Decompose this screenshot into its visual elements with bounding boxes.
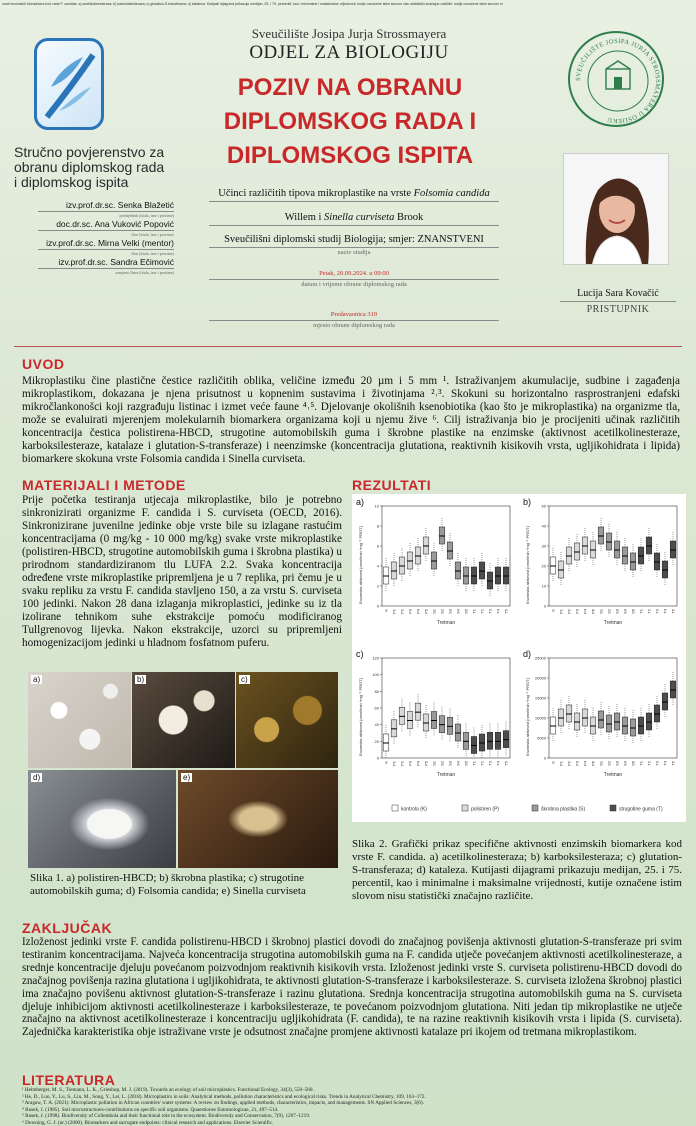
x-tick-label: S2 <box>439 761 445 766</box>
y-tick-label: 5000 <box>537 735 546 741</box>
commission-member: izv.prof.dr.sc. Sandra Ečimović zamjena člana (titula, ime i prezime) <box>14 257 174 276</box>
x-tick-label: T3 <box>487 761 493 766</box>
x-tick-label: P4 <box>415 609 421 614</box>
x-tick-label: T4 <box>662 609 668 614</box>
commission-member: doc.dr.sc. Ana Vuković Popović član (titula, ime i prezime) <box>14 219 174 238</box>
student-role: PRISTUPNIK <box>586 304 650 315</box>
reference-item: ⁵ Rusek, J. (1998). Biodiversity of Collembola and their functional role in the ecosystem. Biodiversity and Conservation, 7(9), 1207–1219. <box>22 1113 311 1119</box>
reference-item: ³ Aragaw, T. A. (2021). Microplastic pollution in African countries' water systems: A review on findings, applied methods, characteristics, impacts, and managements. SN Applied Sciences, 3(6). <box>22 1100 424 1106</box>
x-tick-label: T3 <box>654 761 660 766</box>
section-heading-conclusion: ZAKLJUČAK <box>22 920 113 936</box>
x-tick-label: T5 <box>503 609 509 614</box>
x-axis-label: Tretman <box>603 620 623 626</box>
y-tick-label: 30 <box>541 543 546 549</box>
x-tick-label: P1 <box>558 761 564 766</box>
biology-logo-icon <box>41 47 99 123</box>
x-tick-label: S2 <box>606 761 612 766</box>
y-tick-label: 25000 <box>534 655 546 661</box>
page-title: POZIV NA OBRANU DIPLOMSKOG RADA I DIPLOMSKOG ISPITA <box>223 74 477 169</box>
photo-starch-plastic: b) <box>132 672 235 768</box>
y-tick-label: 15000 <box>534 695 546 701</box>
x-tick-label: T2 <box>479 609 485 614</box>
x-axis-label: Tretman <box>436 620 456 626</box>
x-tick-label: T3 <box>487 609 493 614</box>
methods-text: Prije početka testiranja utjecaja mikroplastike, bilo je potrebno sinkronizirati organizme F. candida i S. curviseta (OECD, 2016). Sinkronizirane juvenilne jedinke obje vrste bile su izlagane rastućim koncentracijama (0 mg/kg - 10 000 mg/kg) svake vrste mikroplastike (polistiren-HBCD, strugotine automobilskih guma i škrobna plastika) u prirodnom standardiziranom tlu LUFA 2.2. Svaka koncentracija određene vrste mikroplastike pripremljena je u 7 replika, pri čemu je u svaku repliku za vrstu F. candida stavljeno 150, a za vrstu S. curviseta 100 jedinki. Nakon 28 dana izlaganja mikroplastici, jedinke su iz tla izolirane tehnikom suhe ekstrakcije pomoću modificiranog Tullgrenovog lijevka. Nakon ekstrakcije, uzorci su pripremljeni homogenizacijom jedinki u hladnom fosfatnom puferu. <box>22 494 342 649</box>
x-tick-label: P1 <box>558 609 564 614</box>
legend-label: polistiren (P) <box>471 806 500 813</box>
y-tick-label: 4 <box>376 563 379 569</box>
box <box>463 732 469 749</box>
reference-item: ⁴ Rusek, J. (1985). Soil microstructures-contributions on specific soil organisms. Quaestiones Entomologicae, 21, 497–514. <box>22 1106 279 1113</box>
seal-icon <box>570 33 666 129</box>
x-tick-label: T4 <box>495 761 501 766</box>
x-tick-label: P5 <box>590 609 596 614</box>
x-tick-label: P2 <box>566 609 572 614</box>
x-tick-label: T5 <box>503 761 509 766</box>
box <box>487 732 493 749</box>
x-tick-label: P5 <box>423 609 429 614</box>
photo-tire-shavings: c) <box>236 672 338 768</box>
portrait-image <box>564 154 669 265</box>
x-tick-label: P5 <box>590 761 596 766</box>
x-tick-label: S1 <box>431 761 437 766</box>
student-name: Lucija Sara Kovačić <box>577 288 659 299</box>
photo-sinella-curviseta: e) <box>178 770 338 868</box>
svg-text:SVEUČILIŠTE JOSIPA JURJA STROS: SVEUČILIŠTE JOSIPA JURJA STROSSMAYERA U OSIJEKU <box>574 37 662 125</box>
box <box>495 732 501 749</box>
panel-label: c) <box>356 649 364 659</box>
box <box>391 720 397 737</box>
x-tick-label: P5 <box>423 761 429 766</box>
x-tick-label: S5 <box>630 609 636 614</box>
legend-label: kontrola (K) <box>401 806 427 813</box>
y-tick-label: 8 <box>376 523 379 529</box>
department-logo <box>34 38 104 130</box>
department-name: ODJEL ZA BIOLOGIJU <box>249 42 449 63</box>
y-tick-label: 20000 <box>534 675 546 681</box>
y-tick-label: 0 <box>543 603 546 609</box>
x-tick-label: S4 <box>455 609 461 614</box>
y-axis-label: Enzimska aktivnost [nmol/min *mg⁻¹ PROT] <box>358 678 363 756</box>
legend-swatch <box>392 805 398 811</box>
y-tick-label: 2 <box>376 583 379 589</box>
legend-label: strugotine guma (T) <box>619 806 663 813</box>
x-tick-label: P3 <box>574 609 580 614</box>
results-figure <box>352 494 686 822</box>
box <box>447 717 453 734</box>
specimen-photos <box>28 672 338 868</box>
x-tick-label: K <box>383 761 389 764</box>
x-tick-label: P3 <box>407 761 413 766</box>
x-tick-label: S4 <box>622 761 628 766</box>
conclusion-text: Izloženost jedinki vrste F. candida polistirenu-HBCD i škrobnoj plastici dovodi do značajnog povišenja aktivnosti glutation-S-transferaze pri svim testiranim koncentracijama. Najveća koncentracija strugotina automobilskih guma na F. candida utječe povećanjem aktivnosti acetilkolinesteraze, a srednje koncentracije djeluju povećanom poizvodnjom reaktivnih kisikovih vrsta. Izloženost jedinki vrste S. curviseta polistirenu-HBCD dovodi do značajnog povišenja razina glutationa i ugljikohidrata, te aktivnosti glutation-S-transferaze i karboksilesteraze. S. curviseta izložena škrobnoj plastici ima značajno povišenu aktivnost glutation-S-transferaze i razinu glutationa. Srednja koncentracija strugotina automobilskih guma na S. curviseta djeluje inhibicijom aktivnosti acetilkolinesteraze i karboksilesteraze, te povećanom poizvodnjom glutationa. Niti jedan tip mikroplastike ne utječe značajno na aktivnost acetilkolinesteraze i koncentraciju ugljikohidrata (F. candida), te na razine reaktivnih kisikovih vrsta i lipida (S. curviseta). Zajednička karakteristika obje istraživane vrste je odsutnost značajne promjene aktivnosti katalaze pri ikojem od tretmana mikroplastikom. <box>22 936 682 1039</box>
y-tick-label: 60 <box>374 705 379 711</box>
x-tick-label: S2 <box>606 609 612 614</box>
box <box>399 707 405 724</box>
x-tick-label: T5 <box>670 761 676 766</box>
x-tick-label: S4 <box>455 761 461 766</box>
x-tick-label: P1 <box>391 761 397 766</box>
x-tick-label: S1 <box>431 609 437 614</box>
x-tick-label: S2 <box>439 609 445 614</box>
x-tick-label: S5 <box>463 609 469 614</box>
commission-heading: Stručno povjerenstvo za obranu diplomskog rada i diplomskog ispita <box>14 144 165 190</box>
x-tick-label: P1 <box>391 609 397 614</box>
x-tick-label: P4 <box>582 761 588 766</box>
x-tick-label: T2 <box>646 761 652 766</box>
y-tick-label: 0 <box>376 755 379 761</box>
legend-label: škrobna plastika (S) <box>541 806 586 813</box>
commission-list <box>14 200 174 276</box>
commission-member: izv.prof.dr.sc. Mirna Velki (mentor) član (titula, ime i prezime) <box>14 238 174 257</box>
student-photo <box>563 153 669 265</box>
x-tick-label: T5 <box>670 609 676 614</box>
x-tick-label: S1 <box>598 761 604 766</box>
y-tick-label: 0 <box>543 755 546 761</box>
x-tick-label: S3 <box>614 609 620 614</box>
reference-item: ⁶ Downing, G. J. (ur.) (2000). Biomarkers and surrogate endpoints: clinical research and applications. Elsevier Scientific. <box>22 1119 274 1126</box>
y-tick-label: 50 <box>541 503 546 509</box>
university-name: Sveučilište Josipa Jurja Strossmayera <box>251 26 447 41</box>
uvod-text: Mikroplastiku čine plastične čestice različitih oblika, veličine između 20 µm i 5 mm ¹. Istraživanjem akumulacije, sudbine i zagađenja mikroplastikom, dokazana je njena prisutnost u kopnenim sustavima i životinjama ²˒³. Skokuni su horizontalno rasprostranjeni edafski mikročlankonošci koji razgrađuju listinac i izmet veće faune ⁴˒⁵. Djelovanje okolišnih ksenobiotika (kao što je mikroplastika) na organizme tla, može se evaluirati mjerenjem molekularnih biomarkera organizama koji u njemu žive ⁶. Cilj istraživanja bio je procijeniti učinak različitih koncentracija čestica polistirena-HBCD, strugotine automobilskih guma i škrobne plastike na enzimske (aktivnost acetilkolinesteraze, karboksilesteraze, katalaze i glutation-S-transferaze) i neenzimske (koncentracija glutationa, reaktivnih kisikovih vrsta, ugljikohidrata i lipida) biomarkere skokuna vrste Folsomia candida i Sinella curviseta. <box>22 375 680 465</box>
x-tick-label: S3 <box>447 609 453 614</box>
y-tick-label: 10 <box>374 503 379 509</box>
x-axis-label: Tretman <box>436 772 456 778</box>
y-tick-label: 0 <box>376 603 379 609</box>
references-list <box>22 1087 682 1126</box>
x-tick-label: T1 <box>471 761 477 766</box>
y-axis-label: Enzimska aktivnost [nmol/min *mg⁻¹ PROT] <box>358 526 363 604</box>
university-seal <box>568 31 664 127</box>
photo-folsomia-candida: d) <box>28 770 176 868</box>
x-tick-label: T2 <box>646 609 652 614</box>
section-heading-references: LITERATURA <box>22 1072 116 1088</box>
y-tick-label: 120 <box>372 655 379 661</box>
x-tick-label: P2 <box>399 609 405 614</box>
y-tick-label: 100 <box>372 672 379 678</box>
figure2-caption: Slika 2. Grafički prikaz specifične aktivnosti enzimskih biomarkera kod vrste F. candida. a) acetilkolinesteraza; b) karboksilesteraza; c) glutation-S-transferaza; d) kataleza. Kutijasti dijagrami prikazuju medijan, 25. i 75. percentil, kao i minimalne i maksimalne vrijednosti, kutije označene istim slovom nisu statistički značajno različite. <box>352 838 682 902</box>
reference-item: ² He, D., Luo, Y., Lu, S., Liu, M., Song, Y., Lei, L. (2018). Microplastics in soils: Analytical methods, pollution characteristics and ecological risks. Trends in Analytical Chemistry, 109, 163–172. <box>22 1093 426 1100</box>
panel-label: d) <box>523 649 532 659</box>
x-tick-label: T3 <box>654 609 660 614</box>
invitation-header <box>0 8 696 350</box>
y-tick-label: 80 <box>374 688 379 694</box>
x-tick-label: S3 <box>447 761 453 766</box>
x-tick-label: K <box>383 609 389 612</box>
y-tick-label: 10000 <box>534 715 546 721</box>
section-heading-methods: MATERIJALI I METODE <box>22 477 186 493</box>
x-tick-label: T1 <box>638 761 644 766</box>
x-tick-label: T1 <box>471 609 477 614</box>
y-tick-label: 6 <box>376 543 379 549</box>
x-tick-label: T4 <box>495 609 501 614</box>
y-tick-label: 20 <box>541 563 546 569</box>
y-tick-label: 40 <box>374 722 379 728</box>
x-tick-label: T4 <box>662 761 668 766</box>
legend-swatch <box>532 805 538 811</box>
section-heading-results: REZULTATI <box>352 477 432 493</box>
y-tick-label: 20 <box>374 738 379 744</box>
reference-item: ¹ Helmberger, M. S., Tiemann, L. K., Grieshop, M. J. (2019). Towards an ecology of soil microplastics. Functional Ecology, 34(3), 550–560. <box>22 1087 314 1093</box>
photo-polystyrene: a) <box>28 672 131 768</box>
y-tick-label: 10 <box>541 583 546 589</box>
x-tick-label: S1 <box>598 609 604 614</box>
divider <box>14 346 682 347</box>
x-tick-label: P3 <box>407 609 413 614</box>
thesis-title-line2: Willem i Sinella curviseta Brook <box>184 212 524 227</box>
plot-area <box>382 506 510 606</box>
top-caption-strip: nosti enzimskih biomarkera kod vrste F. candida. a) acetilkolinesteraza; b) karboksilesteraza; c) glutation-S-transferaza; d) kataleza. Kutijasti dijagrami prikazuju medijan, 25. i 75. percentil, kao i minimalne i maksimalne vrijednosti, kutije označene istim slovom nisu statistički značajno različite. kutije označene istim slovom ni <box>2 2 503 6</box>
section-heading-uvod: UVOD <box>22 356 65 372</box>
study-program: Sveučilišni diplomski studij Biologija; smjer: ZNANSTVENI naziv studija <box>184 234 524 256</box>
figure1-caption: Slika 1. a) polistiren-HBCD; b) škrobna plastika; c) strugotine automobilskih guma; d) Folsomia candida; e) Sinella curviseta <box>30 872 306 897</box>
commission-member: izv.prof.dr.sc. Senka Blažetić predsjednik (titula, ime i prezime) <box>14 200 174 219</box>
x-tick-label: K <box>550 609 556 612</box>
x-tick-label: S5 <box>630 761 636 766</box>
x-tick-label: T2 <box>479 761 485 766</box>
legend-swatch <box>462 805 468 811</box>
x-tick-label: P2 <box>399 761 405 766</box>
x-tick-label: K <box>550 761 556 764</box>
defense-room: Predavaonica 319 mjesto obrane diplomskog rada <box>184 311 524 329</box>
x-axis-label: Tretman <box>603 772 623 778</box>
y-axis-label: Enzimska aktivnost [nmol/min *mg⁻¹ PROT] <box>525 526 530 604</box>
legend-swatch <box>610 805 616 811</box>
x-tick-label: S3 <box>614 761 620 766</box>
x-tick-label: S5 <box>463 761 469 766</box>
x-tick-label: P4 <box>582 609 588 614</box>
x-tick-label: P4 <box>415 761 421 766</box>
x-tick-label: T1 <box>638 609 644 614</box>
thesis-title: Učinci različitih tipova mikroplastike na vrste Folsomia candida <box>184 188 524 203</box>
y-axis-label: Enzimska aktivnost [nmol/min *mg⁻¹ PROT] <box>525 678 530 756</box>
boxplot-chart <box>352 494 686 822</box>
panel-label: a) <box>356 497 365 507</box>
x-tick-label: S4 <box>622 609 628 614</box>
y-tick-label: 40 <box>541 523 546 529</box>
defense-date: Petak, 20.09.2024. u 09:00 datum i vrijeme obrane diplomskog rada <box>184 270 524 288</box>
x-tick-label: P2 <box>566 761 572 766</box>
panel-label: b) <box>523 497 532 507</box>
x-tick-label: P3 <box>574 761 580 766</box>
